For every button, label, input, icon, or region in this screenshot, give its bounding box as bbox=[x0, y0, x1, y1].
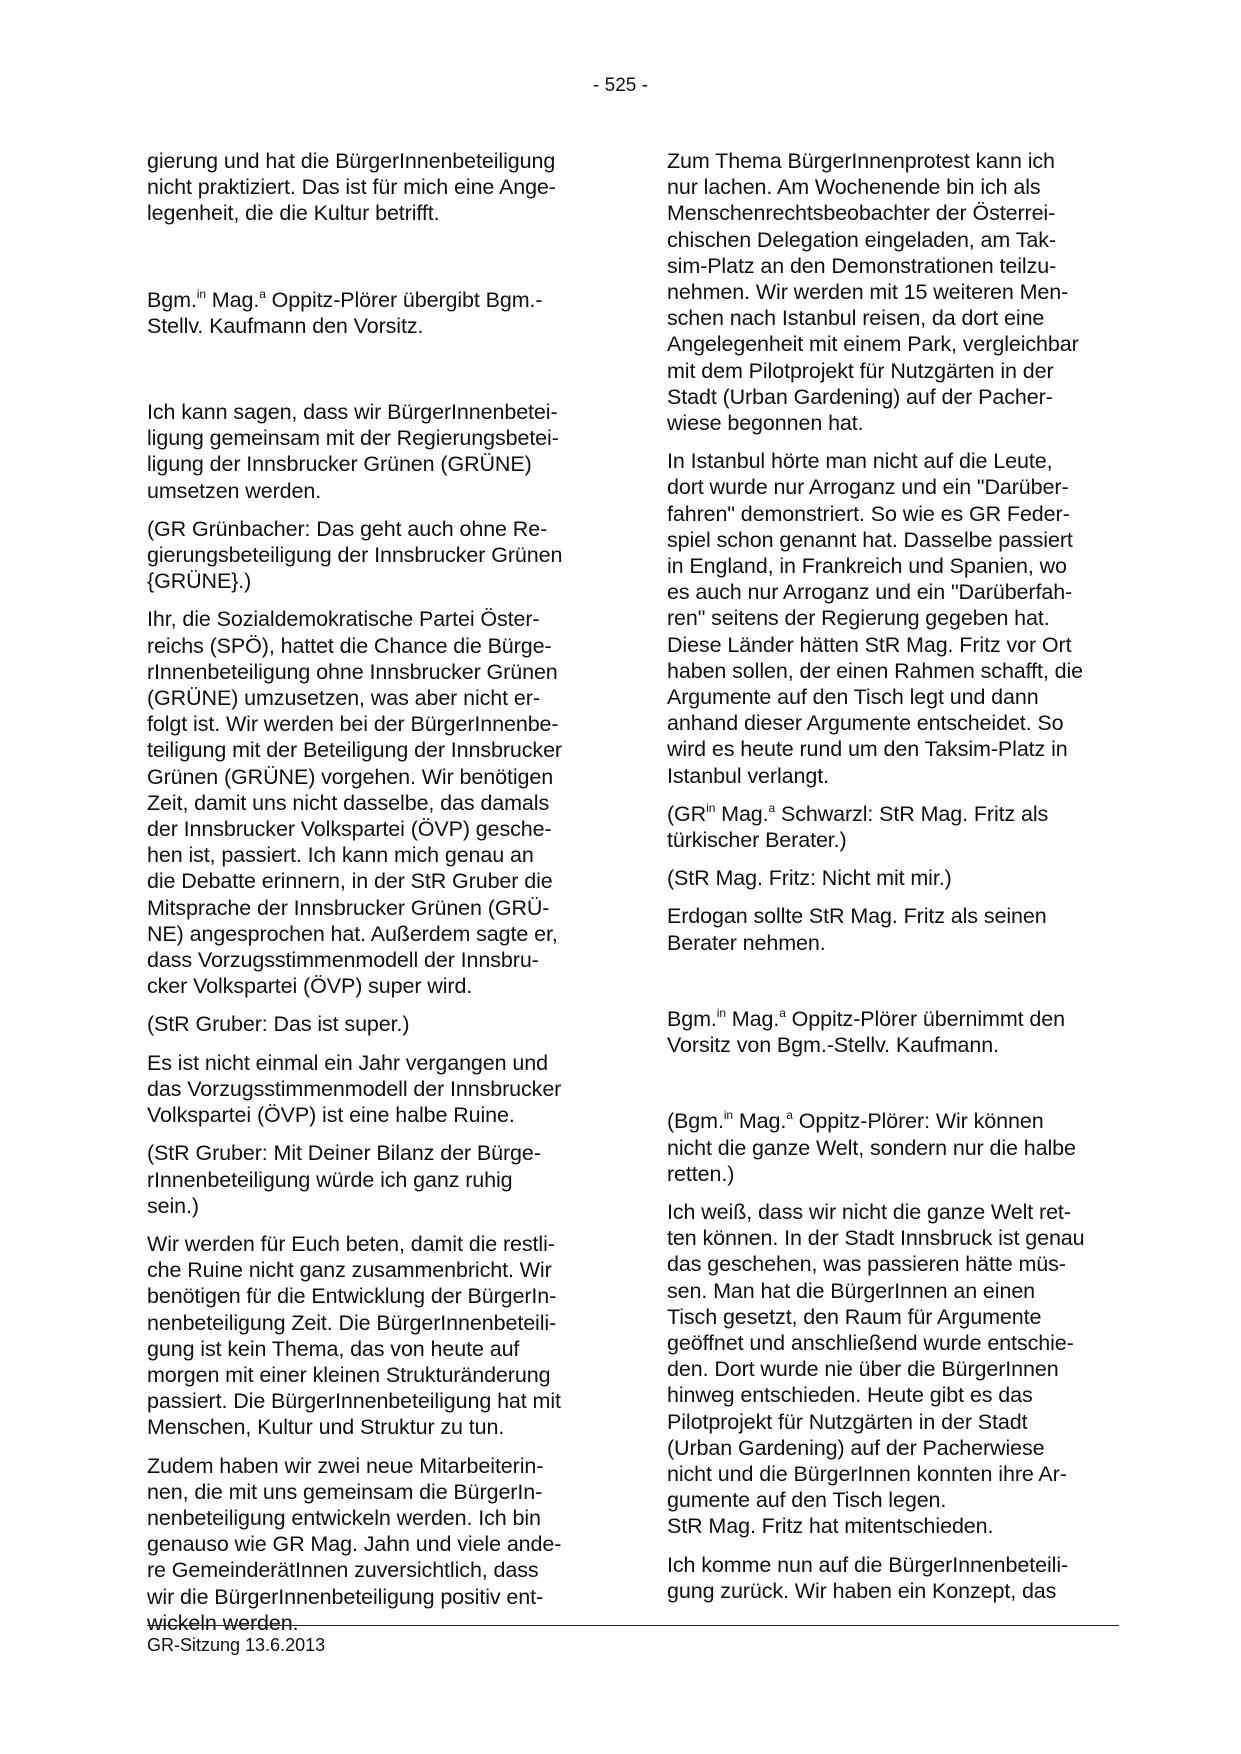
paragraph: Istanbul verlangt. bbox=[667, 763, 829, 788]
paragraph: Erdogan sollte StR Mag. Fritz als seinen bbox=[667, 904, 1047, 929]
chair-change-note: Stellv. Kaufmann den Vorsitz. bbox=[147, 313, 424, 338]
paragraph: Ihr, die Sozialdemokratische Partei Öster- bbox=[147, 607, 540, 632]
chair-change-note: Vorsitz von Bgm.-Stellv. Kaufmann. bbox=[667, 1033, 999, 1058]
paragraph: teiligung mit der Beteiligung der Innsbrucker bbox=[147, 738, 562, 763]
paragraph: folgt ist. Wir werden bei der BürgerInnenbe- bbox=[147, 712, 559, 737]
paragraph: Berater nehmen. bbox=[667, 930, 826, 955]
paragraph: morgen mit einer kleinen Strukturänderung bbox=[147, 1362, 551, 1387]
paragraph: Volkspartei (ÖVP) ist eine halbe Ruine. bbox=[147, 1103, 515, 1128]
interjection: (GR Grünbacher: Das geht auch ohne Re- bbox=[147, 516, 548, 541]
paragraph: ren" seitens der Regierung gegeben hat. bbox=[667, 606, 1050, 631]
paragraph: reichs (SPÖ), hattet die Chance die Bürge- bbox=[147, 633, 552, 658]
paragraph: NE) angesprochen hat. Außerdem sagte er, bbox=[147, 921, 558, 946]
paragraph: Zeit, damit uns nicht dasselbe, das damals bbox=[147, 790, 550, 815]
interjection: sein.) bbox=[147, 1193, 199, 1218]
chair-change-note: Bgm.$^{in}$ Mag.$^a$ Oppitz-Plörer übernimmt den bbox=[667, 1005, 1065, 1031]
paragraph: dass Vorzugsstimmenmodell der Innsbru- bbox=[147, 948, 539, 973]
interjection: (Bgm.$^{in}$ Mag.$^a$ Oppitz-Plörer: Wir können bbox=[667, 1108, 1044, 1134]
paragraph: schen nach Istanbul reisen, da dort eine bbox=[667, 306, 1045, 331]
interjection: rInnenbeteiligung würde ich ganz ruhig bbox=[147, 1167, 513, 1192]
paragraph: re GemeinderätInnen zuversichtlich, dass bbox=[147, 1558, 539, 1583]
paragraph: wird es heute rund um den Taksim-Platz in bbox=[667, 737, 1068, 762]
paragraph: Ich weiß, dass wir nicht die ganze Welt ret- bbox=[667, 1199, 1071, 1224]
paragraph: fahren" demonstriert. So wie es GR Feder- bbox=[667, 501, 1070, 526]
paragraph: dort wurde nur Arroganz und ein "Darüber- bbox=[667, 475, 1069, 500]
paragraph: che Ruine nicht ganz zusammenbricht. Wir bbox=[147, 1258, 552, 1283]
paragraph: nen, die mit uns gemeinsam die BürgerIn- bbox=[147, 1479, 543, 1504]
paragraph: wiese begonnen hat. bbox=[667, 411, 864, 436]
paragraph: Ich kann sagen, dass wir BürgerInnenbetei- bbox=[147, 400, 558, 425]
paragraph: gung ist kein Thema, das von heute auf bbox=[147, 1336, 520, 1361]
paragraph: rInnenbeteiligung ohne Innsbrucker Grünen bbox=[147, 659, 558, 684]
interjection: (StR Gruber: Mit Deiner Bilanz der Bürge- bbox=[147, 1141, 541, 1166]
interjection: {GRÜNE}.) bbox=[147, 569, 252, 594]
paragraph: umsetzen werden. bbox=[147, 478, 322, 503]
paragraph: Zum Thema BürgerInnenprotest kann ich bbox=[667, 149, 1055, 173]
paragraph: sen. Man hat die BürgerInnen an einen bbox=[667, 1278, 1036, 1303]
interjection: retten.) bbox=[667, 1161, 735, 1186]
paragraph: den. Dort wurde nie über die BürgerInnen bbox=[667, 1357, 1059, 1382]
paragraph: nenbeteiligung entwickeln werden. Ich bin bbox=[147, 1505, 541, 1530]
paragraph: Diese Länder hätten StR Mag. Fritz vor Ort bbox=[667, 632, 1072, 657]
paragraph: Ich komme nun auf die BürgerInnenbeteili- bbox=[667, 1552, 1069, 1577]
paragraph: Wir werden für Euch beten, damit die restli- bbox=[147, 1231, 555, 1256]
paragraph: legenheit, die die Kultur betrifft. bbox=[147, 201, 440, 226]
interjection: gierungsbeteiligung der Innsbrucker Grünen bbox=[147, 543, 563, 568]
paragraph: gung zurück. Wir haben ein Konzept, das bbox=[667, 1578, 1057, 1603]
paragraph: Zudem haben wir zwei neue Mitarbeiterin- bbox=[147, 1453, 544, 1478]
paragraph: (Urban Gardening) auf der Pacherwiese bbox=[667, 1435, 1045, 1460]
paragraph: nenbeteiligung Zeit. Die BürgerInnenbeteili- bbox=[147, 1310, 557, 1335]
paragraph: Pilotprojekt für Nutzgärten in der Stadt bbox=[667, 1409, 1028, 1434]
interjection: nicht die ganze Welt, sondern nur die halbe bbox=[667, 1135, 1076, 1160]
footer-divider bbox=[147, 1625, 1119, 1626]
paragraph: mit dem Pilotprojekt für Nutzgärten in der bbox=[667, 358, 1054, 383]
paragraph: der Innsbrucker Volkspartei (ÖVP) gesche- bbox=[147, 817, 552, 842]
paragraph: Argumente auf den Tisch legt und dann bbox=[667, 685, 1039, 710]
paragraph: nehmen. Wir werden mit 15 weiteren Men- bbox=[667, 280, 1069, 305]
paragraph: StR Mag. Fritz hat mitentschieden. bbox=[667, 1514, 994, 1539]
paragraph: cker Volkspartei (ÖVP) super wird. bbox=[147, 974, 473, 999]
footer-session-date: GR-Sitzung 13.6.2013 bbox=[147, 1635, 326, 1655]
paragraph: hinweg entschieden. Heute gibt es das bbox=[667, 1383, 1033, 1408]
paragraph: sim-Platz an den Demonstrationen teilzu- bbox=[667, 253, 1057, 278]
paragraph: Angelegenheit mit einem Park, vergleichbar bbox=[667, 332, 1079, 357]
paragraph: nur lachen. Am Wochenende bin ich als bbox=[667, 175, 1041, 200]
left-column bbox=[147, 148, 602, 1636]
paragraph: Menschen, Kultur und Struktur zu tun. bbox=[147, 1415, 505, 1440]
paragraph: geöffnet und anschließend wurde entschie- bbox=[667, 1330, 1074, 1355]
paragraph: genauso wie GR Mag. Jahn und viele ande- bbox=[147, 1532, 562, 1557]
paragraph: es auch nur Arroganz und ein "Darüberfah- bbox=[667, 580, 1073, 605]
page-number: - 525 - bbox=[593, 75, 648, 96]
paragraph: Mitsprache der Innsbrucker Grünen (GRÜ- bbox=[147, 895, 550, 920]
paragraph: hen ist, passiert. Ich kann mich genau an bbox=[147, 843, 534, 868]
paragraph: gumente auf den Tisch legen. bbox=[667, 1488, 947, 1513]
chair-change-note: Bgm.$^{in}$ Mag.$^a$ Oppitz-Plörer übergibt Bgm.- bbox=[147, 286, 543, 312]
interjection: ($GR^{in}$ Mag.$^a$ Schwarzl: StR Mag. Fritz als bbox=[667, 800, 1049, 826]
paragraph: (GRÜNE) umzusetzen, was aber nicht er- bbox=[147, 686, 540, 711]
paragraph: haben sollen, der einen Rahmen schafft, die bbox=[667, 658, 1084, 683]
paragraph: ligung gemeinsam mit der Regierungsbetei- bbox=[147, 426, 559, 451]
paragraph: anhand dieser Argumente entscheidet. So bbox=[667, 711, 1064, 736]
paragraph: passiert. Die BürgerInnenbeteiligung hat mit bbox=[147, 1389, 561, 1414]
interjection: (StR Mag. Fritz: Nicht mit mir.) bbox=[667, 866, 952, 891]
paragraph: ligung der Innsbrucker Grünen (GRÜNE) bbox=[147, 452, 532, 477]
paragraph: In Istanbul hörte man nicht auf die Leute, bbox=[667, 449, 1053, 474]
paragraph: Grünen (GRÜNE) vorgehen. Wir benötigen bbox=[147, 764, 554, 789]
paragraph: Stadt (Urban Gardening) auf der Pacher- bbox=[667, 384, 1053, 409]
paragraph: spiel schon genannt hat. Dasselbe passiert bbox=[667, 527, 1073, 552]
paragraph: das Vorzugsstimmenmodell der Innsbrucker bbox=[147, 1076, 562, 1101]
right-column bbox=[667, 148, 1122, 1604]
paragraph: wir die BürgerInnenbeteiligung positiv ent- bbox=[147, 1584, 544, 1609]
paragraph: Es ist nicht einmal ein Jahr vergangen und bbox=[147, 1050, 548, 1075]
paragraph: chischen Delegation eingeladen, am Tak- bbox=[667, 227, 1056, 252]
paragraph: Menschenrechtsbeobachter der Österrei- bbox=[667, 201, 1056, 226]
paragraph: nicht praktiziert. Das ist für mich eine Ange- bbox=[147, 175, 556, 200]
paragraph: in England, in Frankreich und Spanien, wo bbox=[667, 554, 1067, 579]
paragraph: wickeln werden. bbox=[147, 1610, 299, 1635]
interjection: türkischer Berater.) bbox=[667, 828, 847, 853]
paragraph: die Debatte erinnern, in der StR Gruber die bbox=[147, 869, 553, 894]
paragraph: benötigen für die Entwicklung der BürgerIn- bbox=[147, 1284, 557, 1309]
paragraph: das geschehen, was passieren hätte müs- bbox=[667, 1252, 1066, 1277]
paragraph: gierung und hat die BürgerInnenbeteiligung bbox=[147, 149, 556, 173]
paragraph: ten können. In der Stadt Innsbruck ist genau bbox=[667, 1226, 1085, 1251]
paragraph: Tisch gesetzt, den Raum für Argumente bbox=[667, 1304, 1042, 1329]
interjection: (StR Gruber: Das ist super.) bbox=[147, 1012, 410, 1037]
paragraph: nicht und die BürgerInnen konnten ihre Ar- bbox=[667, 1461, 1067, 1486]
